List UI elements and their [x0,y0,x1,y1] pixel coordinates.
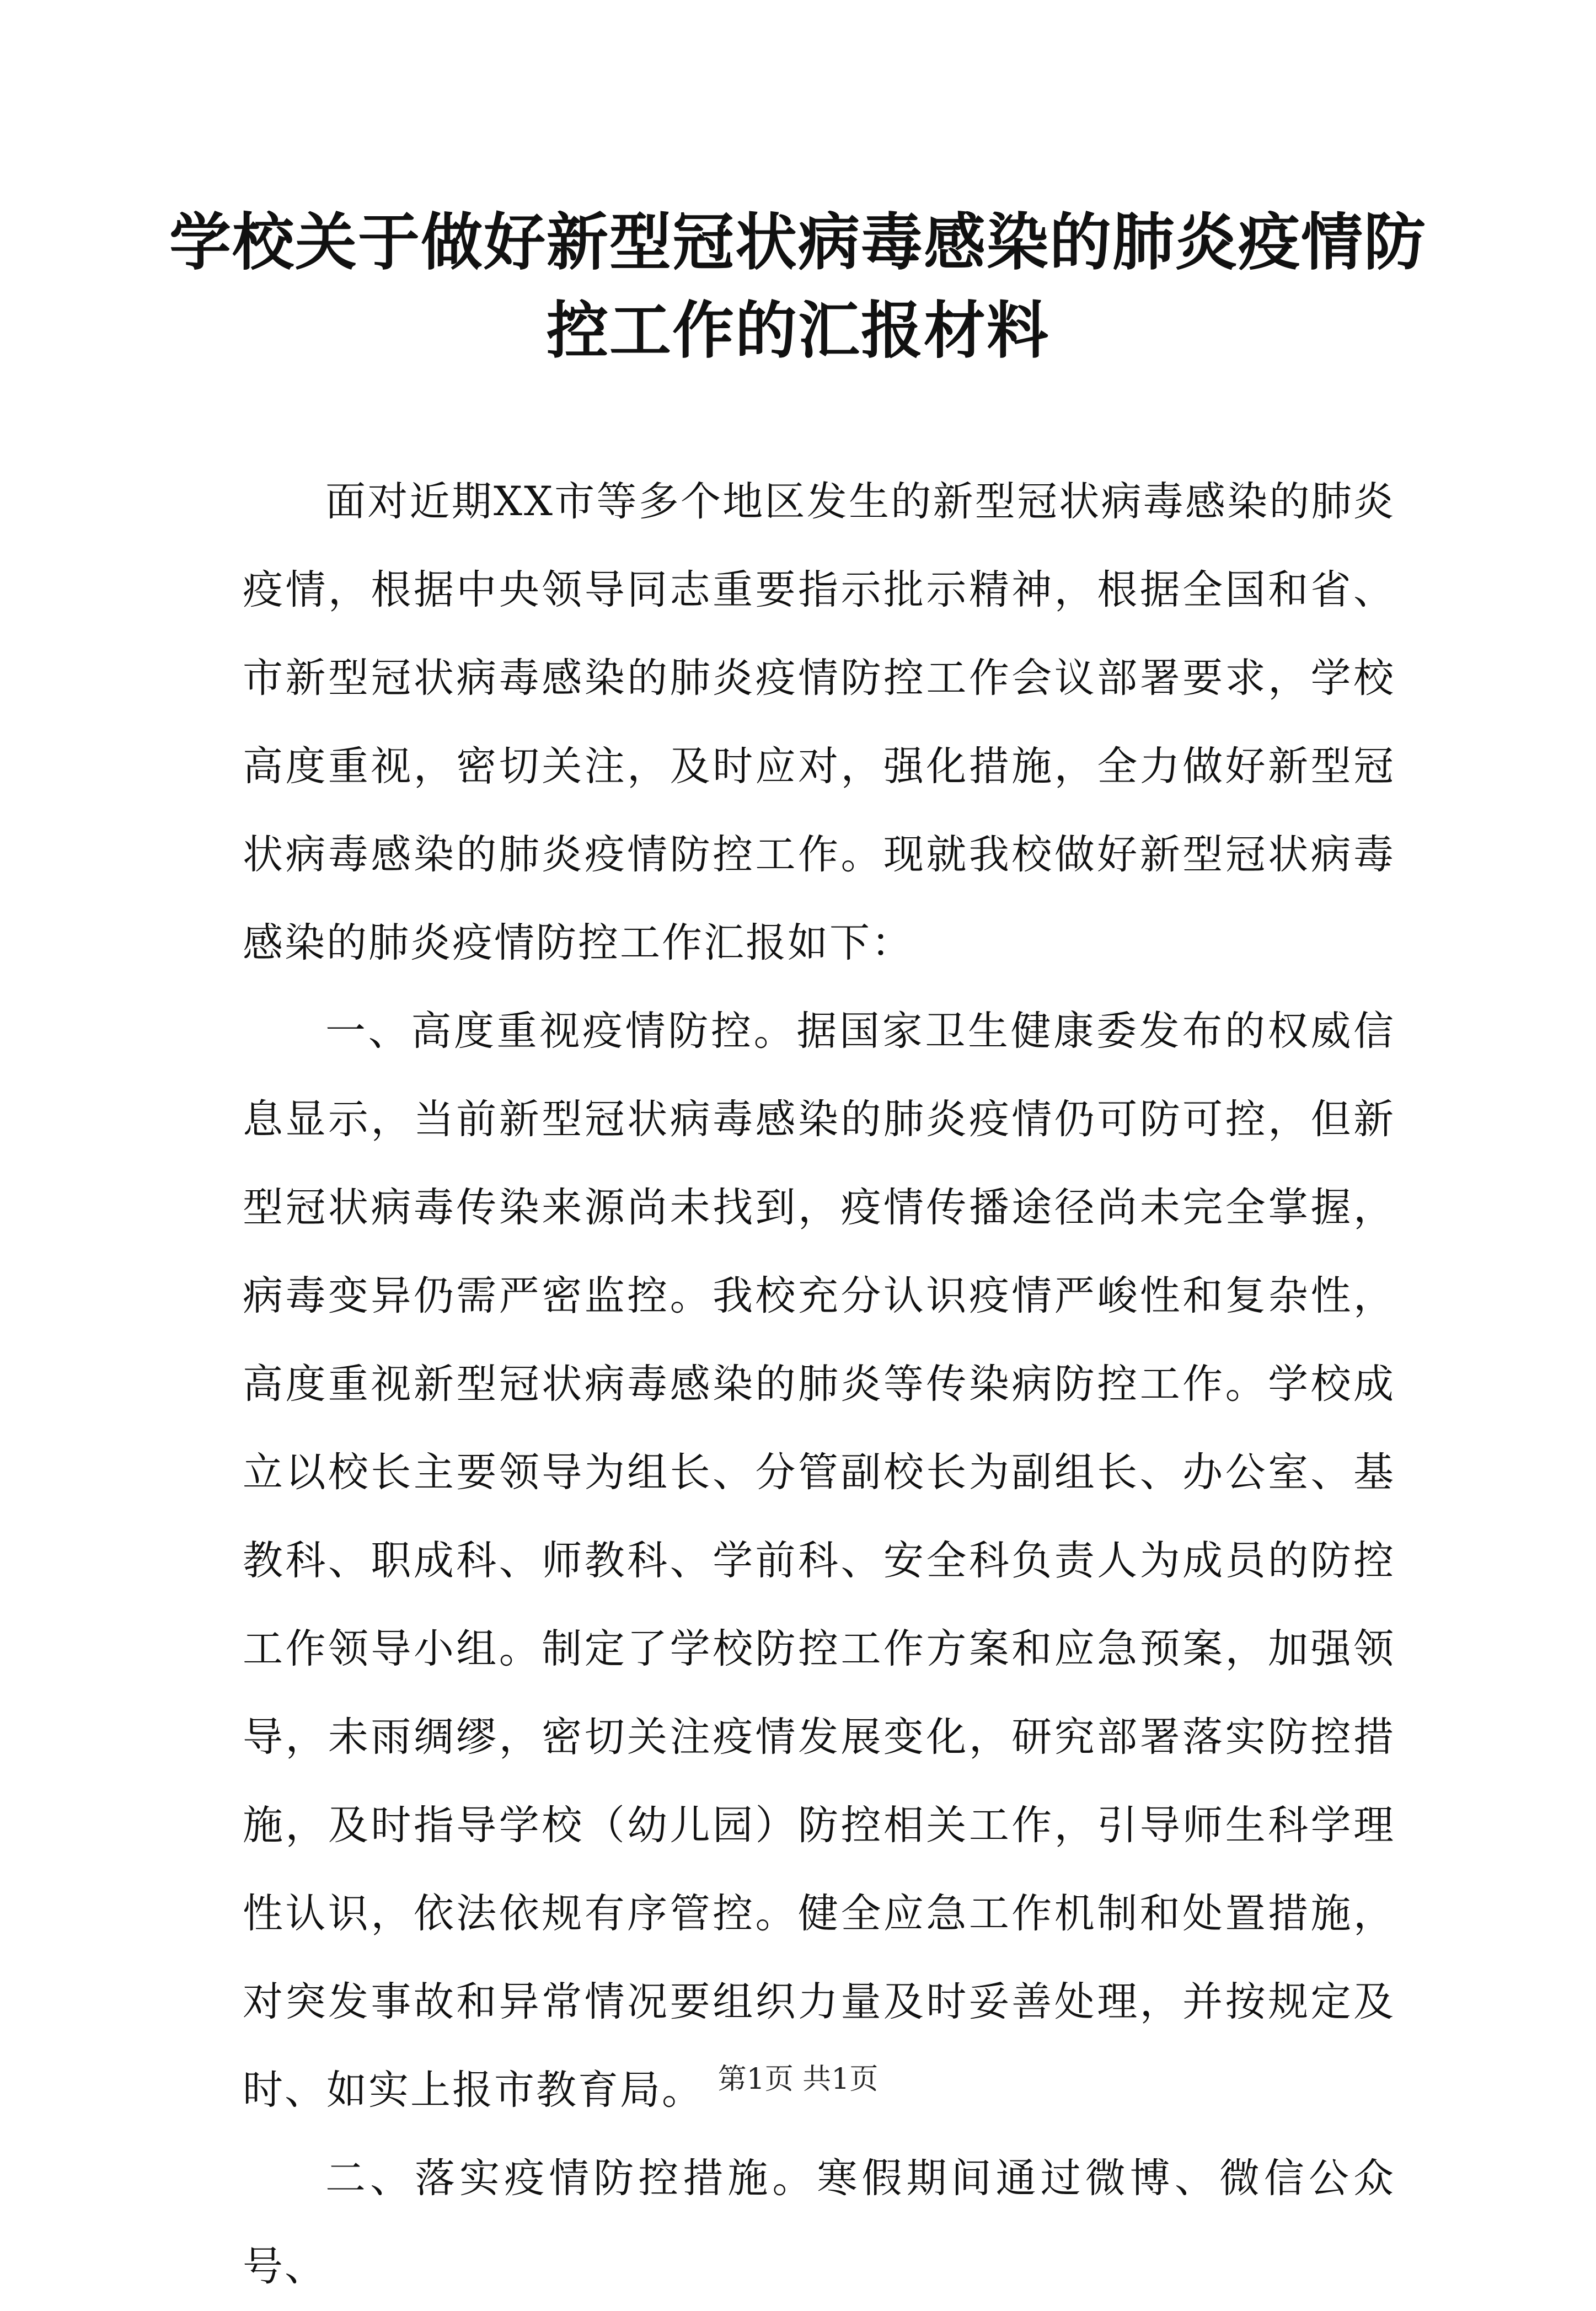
paragraph-intro: 面对近期XX市等多个地区发生的新型冠状病毒感染的肺炎疫情，根据中央领导同志重要指示批示精神，根据全国和省、市新型冠状病毒感染的肺炎疫情防控工作会议部署要求，学校高度重视，密切关注，及时应对，强化措施，全力做好新型冠状病毒感染的肺炎疫情防控工作。现就我校做好新型冠状病毒感染的肺炎疫情防控工作汇报如下： [243,478,1395,966]
page-footer: 第1页 共1页 [717,2063,879,2096]
title-line-2: 控工作的汇报材料 [547,295,1049,367]
paragraph-section-2: 二、落实疫情防控措施。寒假期间通过微博、微信公众号、 [243,2155,1395,2290]
title-line-1: 学校关于做好新型冠状病毒感染的肺炎疫情防 [169,207,1427,279]
paragraph-section-1: 一、高度重视疫情防控。据国家卫生健康委发布的权威信息显示，当前新型冠状病毒感染的肺炎疫情仍可防可控，但新型冠状病毒传染来源尚未找到，疫情传播途径尚未完全掌握，病毒变异仍需严密监控。我校充分认识疫情严峻性和复杂性，高度重视新型冠状病毒感染的肺炎等传染病防控工作。学校成立以校长主要领导为组长、分管副校长为副组长、办公室、基教科、职成科、师教科、学前科、安全科负责人为成员的防控工作领导小组。制定了学校防控工作方案和应急预案，加强领导，未雨绸缪，密切关注疫情发展变化，研究部署落实防控措施，及时指导学校（幼儿园）防控相关工作，引导师生科学理性认识，依法依规有序管控。健全应急工作机制和处置措施，对突发事故和异常情况要组织力量及时妥善处理，并按规定及时、如实上报市教育局。 [243,1008,1395,2114]
document-title [165,199,1431,375]
document-body [243,458,1395,2311]
